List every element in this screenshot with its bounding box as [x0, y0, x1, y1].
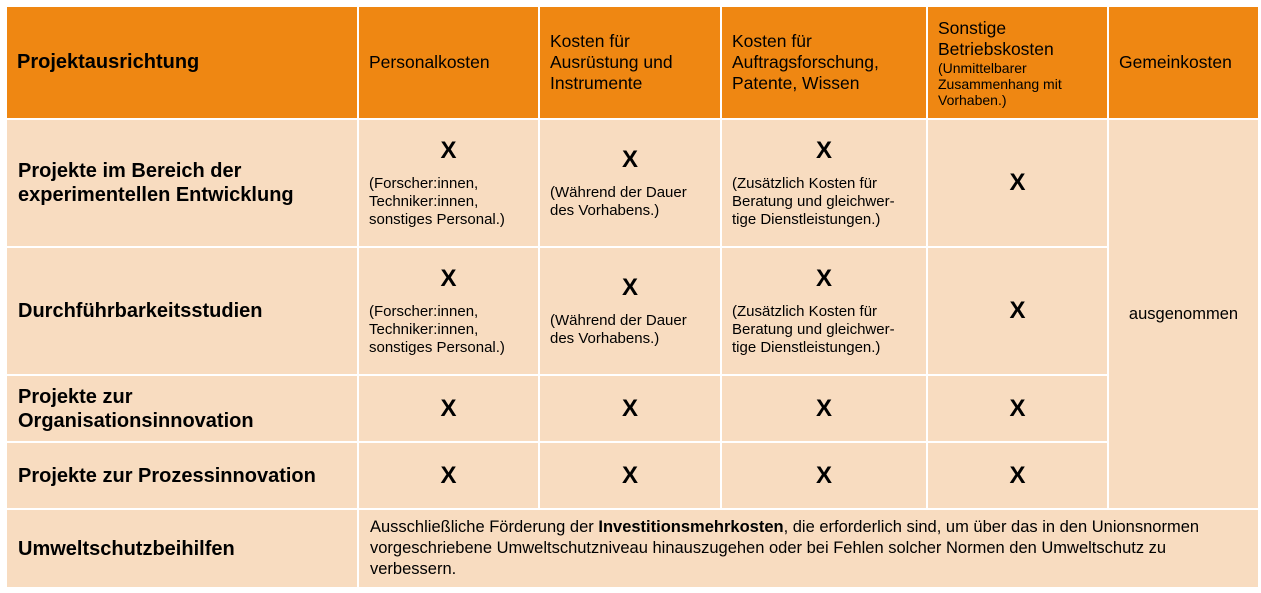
header-auftragsforschung: Kosten für Auftragsforschung, Patente, Wissen: [721, 6, 927, 119]
check-mark: X: [621, 146, 638, 173]
header-sonstige-note: (Unmittelbarer Zusammenhang mit Vorhaben.): [938, 59, 1062, 108]
header-gemeinkosten: Gemeinkosten: [1108, 6, 1259, 119]
row-label: Durchführbarkeitsstudien: [6, 247, 358, 375]
check-mark: X: [815, 265, 832, 292]
cell-personalkosten: [358, 375, 539, 442]
cell-auftragsforschung: [721, 375, 927, 442]
header-personalkosten: Personalkosten: [358, 6, 539, 119]
cell-gemeinkosten: ausgenommen: [1108, 119, 1259, 509]
check-mark: X: [621, 461, 638, 489]
umwelt-description: [358, 509, 1259, 588]
cell-personalkosten: [358, 247, 539, 375]
table-row: [6, 119, 1259, 247]
cell-note: (Forscher:innen, Techniker:innen, sonstiges Personal.): [369, 303, 505, 356]
cell-sonstige: [927, 442, 1108, 509]
header-projektausrichtung: Projektausrichtung: [6, 6, 358, 119]
check-mark: X: [440, 394, 457, 422]
cell-ausruestung: [539, 375, 721, 442]
cell-auftragsforschung: [721, 247, 927, 375]
cell-sonstige: [927, 119, 1108, 247]
row-label-umwelt: Umweltschutzbeihilfen: [6, 509, 358, 588]
check-mark: X: [1009, 394, 1026, 422]
check-mark: X: [1009, 169, 1026, 196]
check-mark: X: [440, 137, 457, 164]
check-mark: X: [815, 137, 832, 164]
header-sonstige-betriebskosten: [927, 6, 1108, 119]
cell-note: (Während der Dauer des Vorhabens.): [550, 312, 687, 347]
cell-note: (Zusätzlich Kosten für Beratung und gleichwer-tige Dienstleistungen.): [732, 175, 895, 228]
umwelt-text-before: Ausschließliche Förderung der: [370, 518, 599, 536]
check-mark: X: [815, 394, 832, 422]
check-mark: X: [621, 394, 638, 422]
check-mark: X: [440, 461, 457, 489]
cell-note: (Zusätzlich Kosten für Beratung und gleichwer-tige Dienstleistungen.): [732, 303, 895, 356]
header-row: [6, 6, 1259, 119]
cell-auftragsforschung: [721, 442, 927, 509]
funding-cost-table: [5, 5, 1260, 589]
cell-ausruestung: [539, 119, 721, 247]
cell-auftragsforschung: [721, 119, 927, 247]
table-row: [6, 247, 1259, 375]
cell-sonstige: [927, 375, 1108, 442]
header-sonstige-title: Sonstige Betriebskosten: [938, 17, 1054, 59]
cell-sonstige: [927, 247, 1108, 375]
cell-ausruestung: [539, 442, 721, 509]
check-mark: X: [1009, 461, 1026, 489]
cell-personalkosten: [358, 442, 539, 509]
table-row: [6, 509, 1259, 588]
row-label: Projekte zur Organisationsinnovation: [6, 375, 358, 442]
row-label: Projekte im Bereich der experimentellen Entwicklung: [6, 119, 358, 247]
table-row: [6, 442, 1259, 509]
cell-personalkosten: [358, 119, 539, 247]
header-ausruestung: Kosten für Ausrüstung und Instrumente: [539, 6, 721, 119]
check-mark: X: [440, 265, 457, 292]
cell-note: (Forscher:innen, Techniker:innen, sonstiges Personal.): [369, 175, 505, 228]
check-mark: X: [815, 461, 832, 489]
table-row: [6, 375, 1259, 442]
umwelt-text-after: , die erforderlich sind, um über das in den Unionsnormen vorgeschriebene Umweltschutzniveau hinauszugehen oder bei Fehlen solcher Normen den Umweltschutz zu verbessern.: [370, 518, 1200, 578]
row-label: Projekte zur Prozessinnovation: [6, 442, 358, 509]
cell-note: (Während der Dauer des Vorhabens.): [550, 184, 687, 219]
check-mark: X: [1009, 297, 1026, 324]
umwelt-text-bold: Investitionsmehrkosten: [598, 518, 784, 536]
cell-ausruestung: [539, 247, 721, 375]
check-mark: X: [621, 274, 638, 301]
